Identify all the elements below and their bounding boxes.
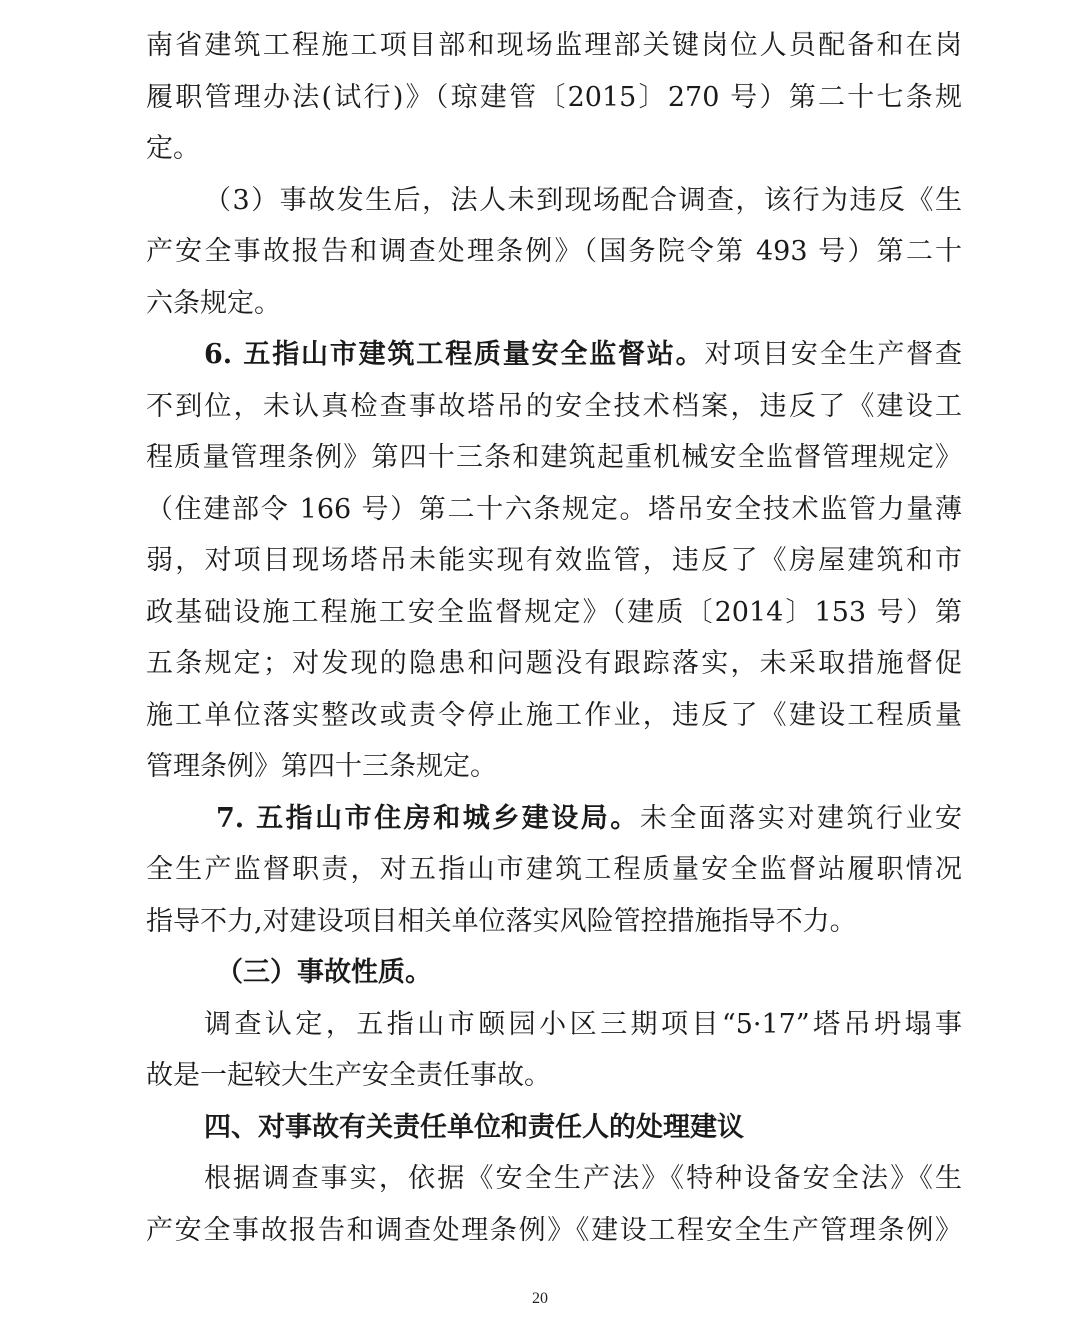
body-line: 六条规定。 xyxy=(146,287,281,319)
body-line: （3）事故发生后，法人未到现场配合调查，该行为违反《生 xyxy=(204,184,962,216)
page-number: 20 xyxy=(532,1290,548,1307)
body-line: 调查认定，五指山市颐园小区三期项目“5·17”塔吊坍塌事 xyxy=(204,1008,962,1040)
section-heading: （三）事故性质。 xyxy=(216,957,432,988)
body-line: 程质量管理条例》第四十三条和建筑起重机械安全监督管理规定》 xyxy=(146,442,962,473)
body-line: 管理条例》第四十三条规定。 xyxy=(146,751,497,782)
body-line: 弱，对项目现场塔吊未能实现有效监管，违反了《房屋建筑和市 xyxy=(146,545,962,576)
body-text: 对项目安全生产督查 xyxy=(704,339,962,370)
paragraph-first-line xyxy=(146,329,962,381)
body-line: 全生产监督职责，对五指山市建筑工程质量安全监督站履职情况 xyxy=(146,854,962,885)
body-line: 履职管理办法(试行)》（琼建管〔2015〕270 号）第二十七条规 xyxy=(146,81,962,113)
body-line: 不到位，未认真检查事故塔吊的安全技术档案，违反了《建设工 xyxy=(146,390,962,422)
chapter-heading: 四、对事故有关责任单位和责任人的处理建议 xyxy=(204,1111,744,1143)
body-line: 施工单位落实整改或责令停止施工作业，违反了《建设工程质量 xyxy=(146,699,962,731)
body-line: 产安全事故报告和调查处理条例》《建设工程安全生产管理条例》 xyxy=(146,1214,962,1246)
section-item-title: 6. 五指山市建筑工程质量安全监督站。 xyxy=(204,339,705,370)
body-line: 南省建筑工程施工项目部和现场监理部关键岗位人员配备和在岗 xyxy=(146,30,962,61)
body-line: 五条规定；对发现的隐患和问题没有跟踪落实，未采取措施督促 xyxy=(146,648,962,679)
section-item-title: 7. 五指山市住房和城乡建设局。 xyxy=(216,802,640,834)
body-line: 根据调查事实，依据《安全生产法》《特种设备安全法》《生 xyxy=(204,1163,962,1194)
body-line: 政基础设施工程施工安全监督规定》（建质〔2014〕153 号）第 xyxy=(146,596,962,628)
body-line: 定。 xyxy=(146,133,200,164)
body-line: （住建部令 166 号）第二十六条规定。塔吊安全技术监管力量薄 xyxy=(146,493,962,525)
body-line: 指导不力,对建设项目相关单位落实风险管控措施指导不力。 xyxy=(146,905,857,937)
paragraph-first-line xyxy=(146,793,962,845)
body-text: 未全面落实对建筑行业安 xyxy=(639,802,962,834)
body-line: 故是一起较大生产安全责任事故。 xyxy=(146,1060,551,1091)
document-body xyxy=(146,20,962,1256)
body-line: 产安全事故报告和调查处理条例》（国务院令第 493 号）第二十 xyxy=(146,236,962,267)
